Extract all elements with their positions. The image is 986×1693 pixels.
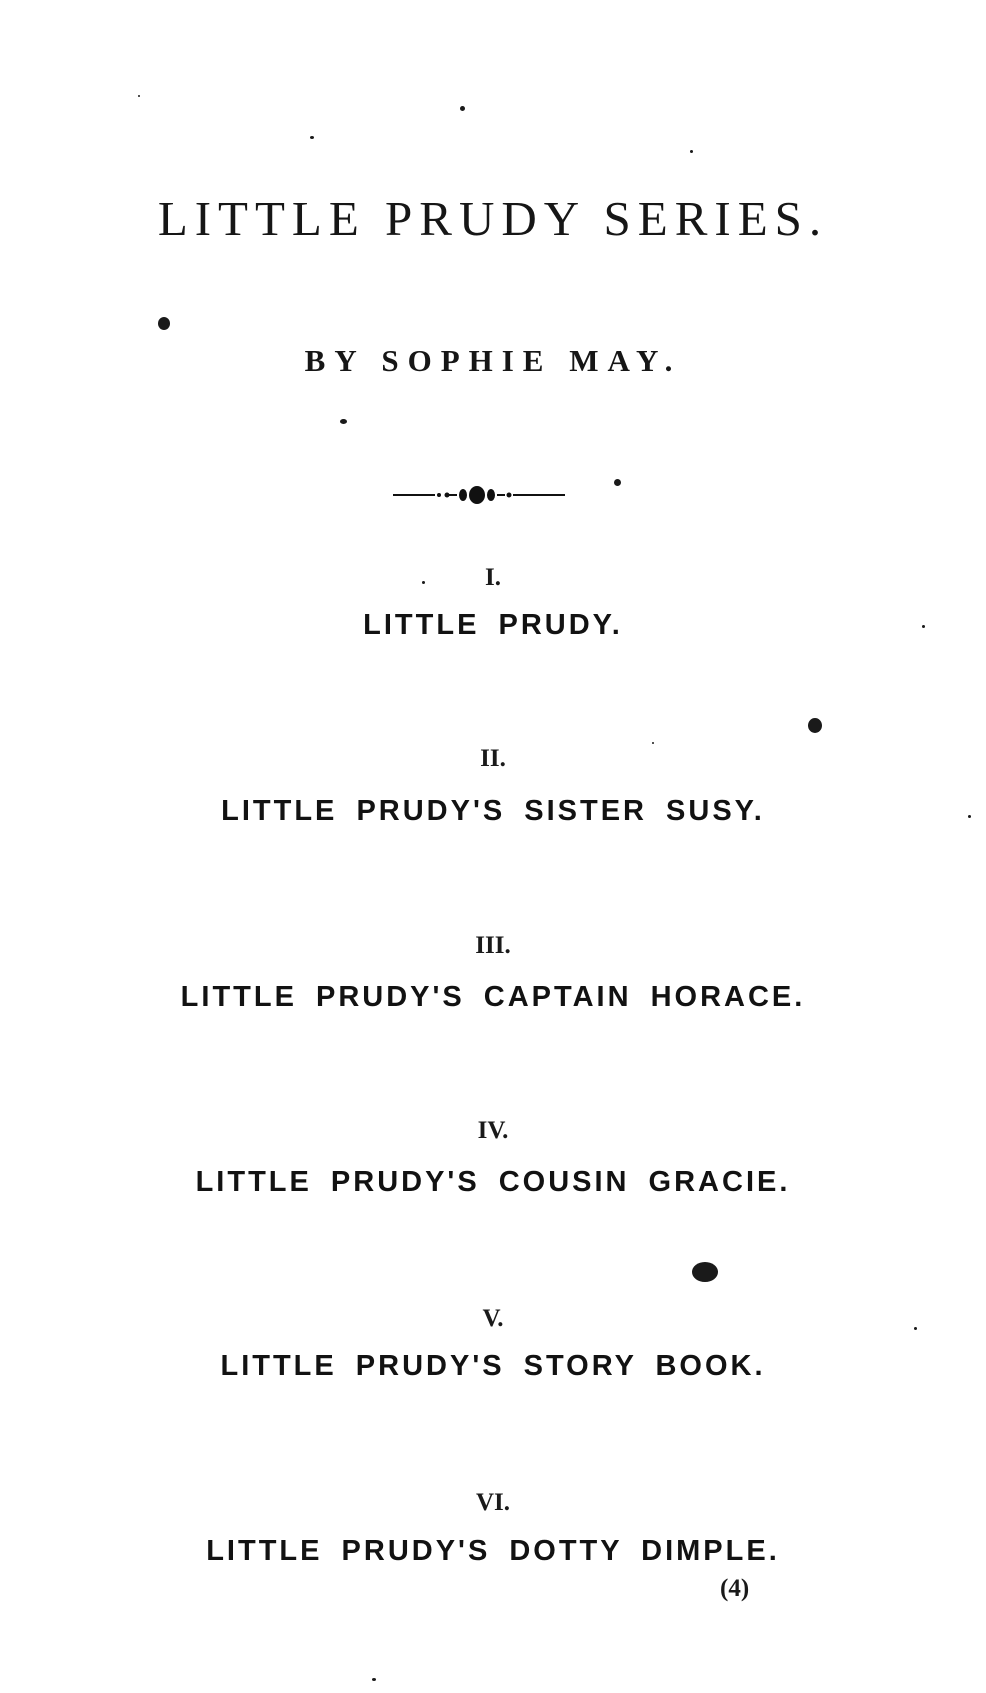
book-title: LITTLE PRUDY'S COUSIN GRACIE. — [195, 1166, 791, 1198]
book-numeral: III. — [475, 932, 511, 959]
ink-speck — [422, 581, 425, 584]
ink-speck — [158, 317, 170, 330]
ink-speck — [968, 815, 971, 818]
book-title: LITTLE PRUDY'S SISTER SUSY. — [221, 795, 765, 827]
ink-speck — [138, 95, 140, 97]
ink-speck — [808, 718, 822, 733]
book-numeral: II. — [480, 745, 506, 772]
ink-speck — [914, 1327, 917, 1330]
book-title: LITTLE PRUDY'S CAPTAIN HORACE. — [180, 981, 806, 1013]
page-number: (4) — [720, 1575, 750, 1602]
ink-speck — [372, 1678, 376, 1681]
ink-speck — [340, 419, 347, 424]
book-title: LITTLE PRUDY'S DOTTY DIMPLE. — [206, 1535, 780, 1567]
book-title: LITTLE PRUDY'S STORY BOOK. — [220, 1350, 766, 1382]
ink-speck — [310, 136, 314, 139]
ink-speck — [652, 742, 654, 744]
ink-speck — [614, 479, 621, 486]
series-title: LITTLE PRUDY SERIES. — [157, 191, 829, 246]
ink-speck — [692, 1262, 718, 1282]
ink-speck — [922, 625, 925, 628]
book-numeral: IV. — [477, 1117, 509, 1144]
ink-speck — [460, 106, 465, 111]
book-numeral: VI. — [475, 1489, 511, 1516]
ornament-divider-icon — [393, 484, 565, 506]
book-numeral: V. — [482, 1305, 504, 1332]
ink-speck — [690, 150, 693, 153]
author-line: BY SOPHIE MAY. — [304, 343, 682, 378]
book-numeral: I. — [485, 564, 501, 591]
book-title: LITTLE PRUDY. — [363, 609, 623, 641]
